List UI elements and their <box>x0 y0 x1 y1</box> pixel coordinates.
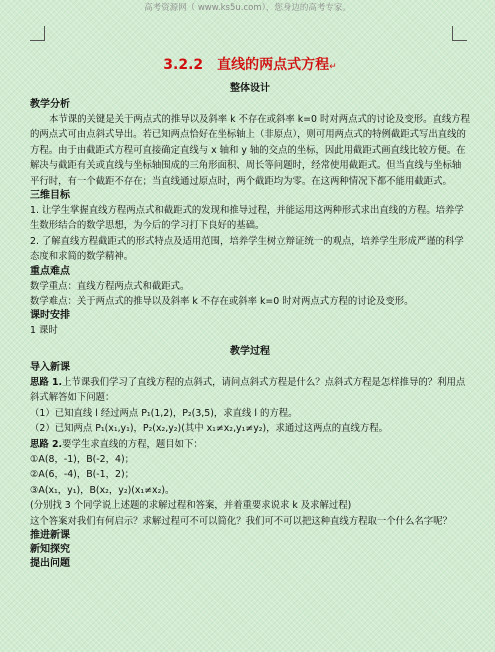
question-2: （2）已知两点 P₁(x₁,y₁)，P₂(x₂,y₂)(其中 x₁≠x₂,y₁≠y₂)，求通过这两点的直线方程。 <box>30 423 389 435</box>
schedule-heading: 课时安排 <box>30 310 70 322</box>
advance-heading: 推进新课 <box>30 529 70 541</box>
idea-2-label: 思路 2. <box>30 438 63 450</box>
idea-2-paragraph <box>30 437 470 452</box>
idea-2-text: 要学生求直线的方程，题目如下： <box>62 438 203 450</box>
overall-design-heading: 整体设计 <box>230 83 270 94</box>
exercise-2: ②A(6，-4)，B(-1，2)； <box>30 469 135 481</box>
exercise-1: ①A(8，-1)，B(-2，4)； <box>30 453 135 465</box>
idea-1-label: 思路 1. <box>30 376 63 388</box>
key-points-heading: 重点难点 <box>30 265 70 277</box>
lesson-title <box>30 54 470 78</box>
explore-heading: 新知探究 <box>30 543 70 555</box>
exercise-3: ③A(x₁，y₁)，B(x₂，y₂)(x₁≠x₂)。 <box>30 484 175 496</box>
key-point-text: 数学重点：直线方程两点式和截距式。 <box>30 280 190 292</box>
corner-mark-right <box>452 26 467 41</box>
goal-item-1: 1. 让学生掌握直线方程两点式和截距式的发现和推导过程，并能运用这两种形式求出直线的方程。培养学生数形结合的数学思想，为今后的学习打下良好的基础。 <box>30 205 464 232</box>
page-header: 高考资源网（ www.ks5u.com），您身边的高考专家。 <box>144 3 351 13</box>
question-1: （1）已知直线 l 经过两点 P₁(1,2)，P₂(3,5)，求直线 l 的方程。 <box>30 407 298 419</box>
idea-1-paragraph <box>30 375 470 406</box>
schedule-text: 1 课时 <box>30 325 58 337</box>
raise-heading: 提出问题 <box>30 557 70 569</box>
difficult-point-text: 数学难点：关于两点式的推导以及斜率 k 不存在或斜率 k=0 时对两点式方程的讨论及变形。 <box>30 296 414 308</box>
document-body <box>30 54 470 571</box>
lesson-title-text: 3.2.2 直线的两点式方程 <box>163 57 330 73</box>
intro-heading: 导入新课 <box>30 361 70 373</box>
goals-heading: 三维目标 <box>30 190 70 202</box>
analysis-text: 本节课的关键是关于两点式的推导以及斜率 k 不存在或斜率 k=0 时对两点式的讨论及变形。直线方程的两点式可由点斜式导出。若已知两点恰好在坐标轴上（非原点），则可用两点式的特例截距式写出直线的方程。由于由截距式方程可直接确定直线与 x 轴和 y 轴的交点的坐标，因此用截距式画直线比较方便。在解决与截距有关或直线与坐标轴围成的三角形面积、周长等问题时，经常使用截距式。但当直线与坐标轴平行时，有一个截距不存在；当直线通过原点时，两个截距均为零。在这两种情况下都不能用截距式。 <box>30 114 470 187</box>
goal-item-2: 2. 了解直线方程截距式的形式特点及适用范围，培养学生树立辩证统一的观点，培养学生形成严谨的科学态度和求简的数学精神。 <box>30 235 464 263</box>
reflection-question: 这个答案对我们有何启示？求解过程可不可以简化？我们可不可以把这种直线方程取一个什么名字呢？ <box>30 515 452 527</box>
teaching-note: (分别找 3 个同学说上述题的求解过程和答案，并着重要求说求 k 及求解过程) <box>30 500 352 512</box>
idea-1-text: 上节课我们学习了直线方程的点斜式，请问点斜式方程是什么？点斜式方程是怎样推导的？利用点斜式解答如下问题： <box>30 376 466 404</box>
analysis-heading: 教学分析 <box>30 99 70 110</box>
process-heading: 教学过程 <box>230 345 270 357</box>
corner-mark-left <box>30 26 45 41</box>
paragraph-mark-icon: ↵ <box>329 62 337 72</box>
